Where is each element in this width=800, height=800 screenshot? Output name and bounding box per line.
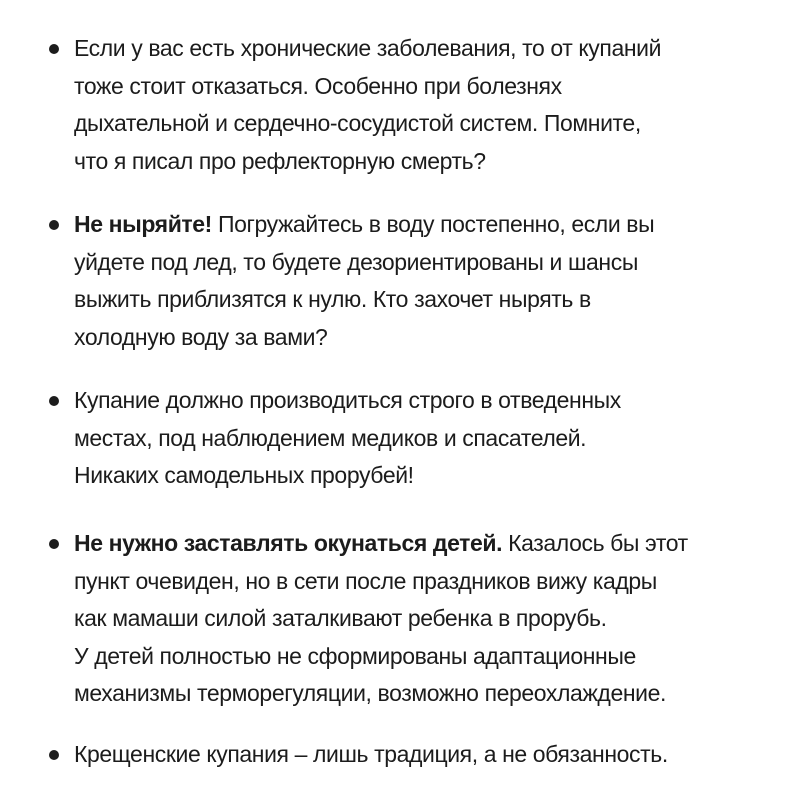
text-line: У детей полностью не сформированы адаптационные	[74, 642, 636, 669]
text-line: пункт очевиден, но в сети после праздников вижу кадры	[74, 567, 657, 594]
bullet-point	[49, 750, 59, 760]
text-line: Купание должно производиться строго в отведенных	[74, 387, 621, 413]
list-item-text	[74, 382, 786, 495]
text-line: Крещенские купания – лишь традиция, а не обязанность.	[74, 741, 668, 767]
text-line: Никаких самодельных прорубей!	[74, 462, 414, 488]
bullet-point	[49, 220, 59, 230]
list-item-text	[74, 30, 786, 180]
text-line: как мамаши силой заталкивают ребенка в прорубь.	[74, 605, 607, 631]
bullet-point	[49, 396, 59, 406]
text-line: что я писал про рефлекторную смерть?	[74, 147, 486, 174]
text-line: механизмы терморегуляции, возможно переохлаждение.	[74, 680, 666, 706]
text-run: Погружайтесь в воду постепенно, если вы	[211, 211, 655, 237]
text-run: Казалось бы этот	[502, 530, 688, 556]
text-line: дыхательной и сердечно-сосудистой систем. Помните,	[74, 110, 641, 136]
list-item-text	[74, 525, 786, 713]
text-line: местах, под наблюдением медиков и спасателей.	[74, 424, 587, 451]
bold-lead-phrase: Не нужно заставлять окунаться детей.	[74, 530, 503, 556]
text-line: тоже стоит отказаться. Особенно при болезнях	[74, 72, 562, 99]
text-line: Если у вас есть хронические заболевания, то от купаний	[74, 35, 662, 61]
list-item-text	[74, 736, 786, 774]
text-line	[74, 206, 786, 244]
bullet-point	[49, 539, 59, 549]
text-line	[74, 525, 786, 563]
text-line: холодную воду за вами?	[74, 323, 328, 350]
bullet-point	[49, 44, 59, 54]
list-item-text	[74, 206, 786, 356]
text-line: уйдете под лед, то будете дезориентированы и шансы	[74, 248, 638, 275]
text-line: выжить приблизятся к нулю. Кто захочет нырять в	[74, 286, 591, 312]
bold-lead-phrase: Не ныряйте!	[74, 211, 212, 237]
